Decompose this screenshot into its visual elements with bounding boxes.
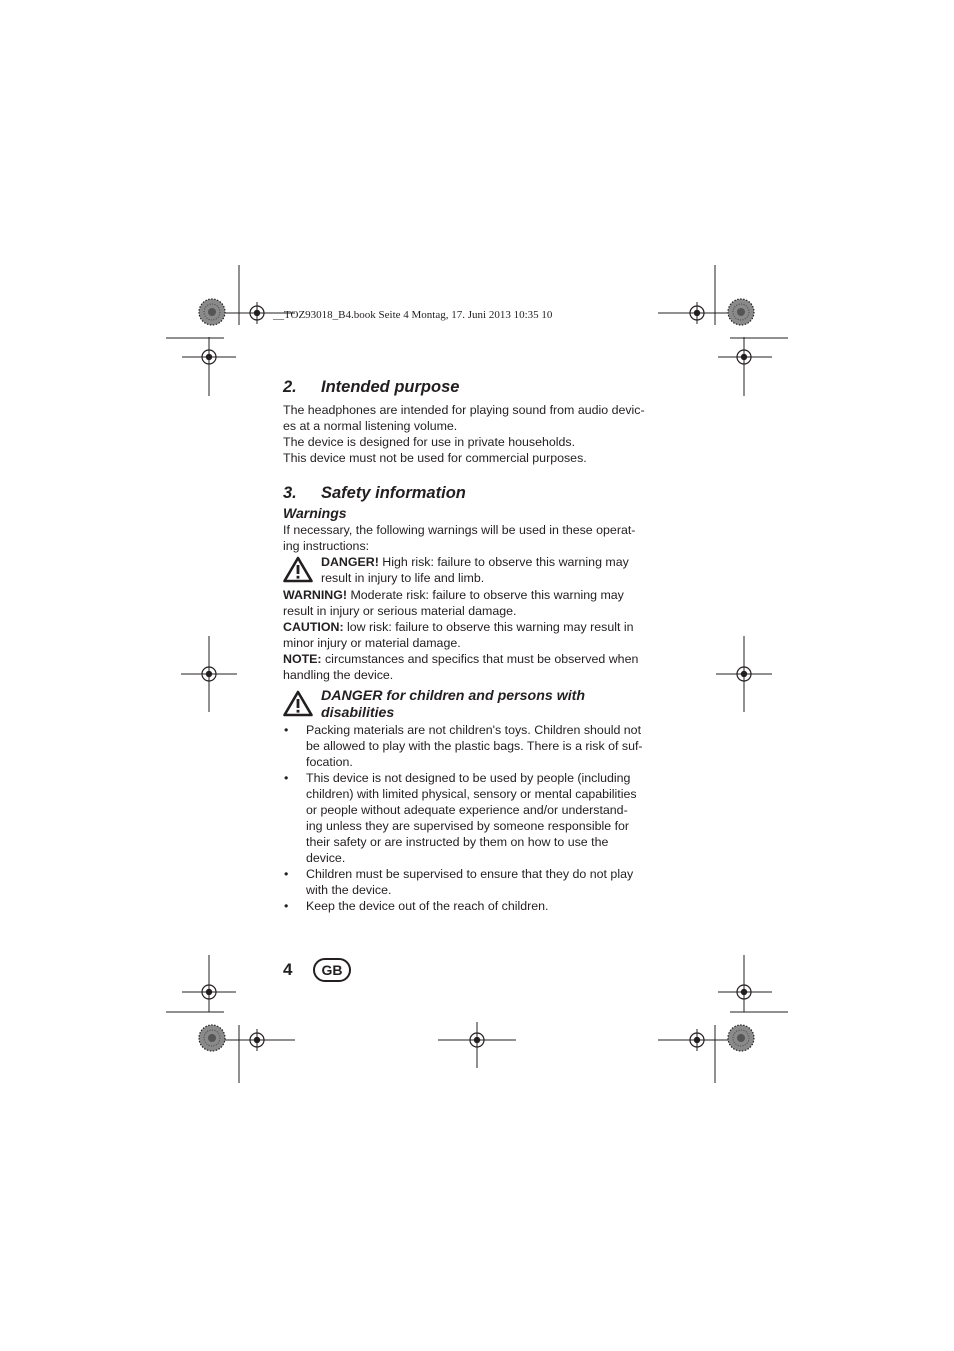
warning-text: Moderate risk: failure to observe this warning may — [347, 588, 624, 602]
intro-line: If necessary, the following warnings will be used in these operat- — [283, 523, 636, 537]
danger-text: result in injury to life and limb. — [321, 571, 485, 585]
safety-bullet-list — [283, 722, 649, 914]
paragraph-line: The headphones are intended for playing sound from audio devic- — [283, 403, 645, 417]
caution-text: low risk: failure to observe this warning may result in — [343, 620, 634, 634]
warnings-subheading: Warnings — [283, 505, 347, 521]
danger-definition — [283, 554, 649, 587]
section-3-number: 3. — [283, 484, 297, 502]
page-content — [283, 376, 649, 914]
note-label: NOTE: — [283, 652, 322, 666]
warning-triangle-icon — [283, 688, 321, 721]
danger-label: DANGER! — [321, 555, 379, 569]
list-item-line: or people without adequate experience and/or understand- — [306, 803, 628, 817]
list-item-line: ing unless they are supervised by someone responsible for — [306, 819, 630, 833]
intro-line: ing instructions: — [283, 539, 370, 553]
section-2-title: Intended purpose — [321, 378, 460, 396]
section-2-heading — [283, 376, 649, 398]
paragraph-line: es at a normal listening volume. — [283, 419, 458, 433]
page-number: 4 — [283, 960, 293, 979]
note-text: circumstances and specifics that must be observed when — [321, 652, 639, 666]
section-3-title: Safety information — [321, 484, 466, 502]
paragraph-line: The device is designed for use in private households. — [283, 435, 576, 449]
list-item — [283, 866, 649, 898]
caution-text: minor injury or material damage. — [283, 636, 461, 650]
section-2-number: 2. — [283, 378, 297, 396]
list-item-line: • This device is not designed to be used by people (including — [306, 771, 631, 785]
warning-triangle-icon — [283, 554, 321, 587]
note-text: handling the device. — [283, 668, 394, 682]
list-item — [283, 898, 649, 914]
country-code-badge: GB — [313, 958, 351, 982]
list-item-line: device. — [306, 851, 346, 865]
list-item — [283, 770, 649, 866]
list-item-line: their safety or are instructed by them on how to use the — [306, 835, 609, 849]
caution-label: CAUTION: — [283, 620, 344, 634]
list-item — [283, 722, 649, 770]
list-item-line: focation. — [306, 755, 353, 769]
list-item-line: be allowed to play with the plastic bags. There is a risk of suf- — [306, 739, 643, 753]
warning-label: WARNING! — [283, 588, 348, 602]
list-item-line: • Keep the device out of the reach of children. — [306, 899, 549, 913]
danger-text: High risk: failure to observe this warning may — [378, 555, 629, 569]
section-2-body — [283, 402, 649, 466]
list-item-line: • Packing materials are not children's toys. Children should not — [306, 723, 642, 737]
danger-children-title: disabilities — [321, 705, 395, 721]
list-item-line: with the device. — [306, 883, 392, 897]
paragraph-line: This device must not be used for commercial purposes. — [283, 451, 587, 465]
list-item-line: • Children must be supervised to ensure that they do not play — [306, 867, 634, 881]
list-item-line: children) with limited physical, sensory or mental capabilities — [306, 787, 637, 801]
danger-children-title: DANGER for children and persons with — [321, 688, 586, 704]
danger-children-heading — [283, 688, 649, 722]
section-3-heading — [283, 482, 649, 504]
warning-text: result in injury or serious material damage. — [283, 604, 517, 618]
page-footer — [283, 958, 351, 982]
file-slug-line: __TOZ93018_B4.book Seite 4 Montag, 17. Juni 2013 10:35 10 — [273, 309, 553, 321]
